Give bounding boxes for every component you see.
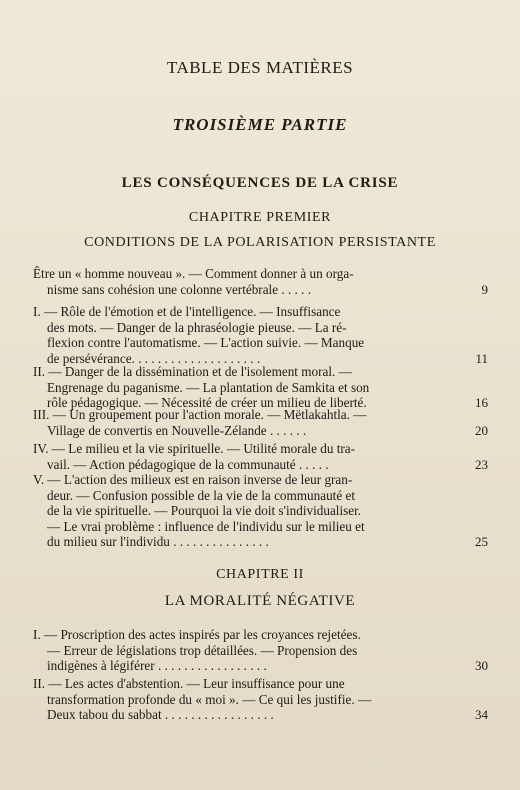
entry-line: I. — Rôle de l'émotion et de l'intelligence. — Insuffisance — [33, 304, 341, 319]
entry-line: deur. — Confusion possible de la vie de la communauté et — [47, 487, 356, 503]
toc-entry — [33, 364, 488, 411]
toc-entry — [33, 266, 488, 297]
page-number: 30 — [475, 658, 488, 673]
entry-line: rôle pédagogique. — Nécessité de créer un milieu de liberté. — [47, 395, 367, 410]
entry-line: nisme sans cohésion une colonne vertébrale . . . . . — [47, 281, 312, 297]
toc-entry — [33, 407, 488, 438]
entry-line: indigènes à légiférer . . . . . . . . . . . . . . . . . — [47, 658, 267, 673]
entry-line: V. — L'action des milieux est en raison inverse de leur gran- — [33, 472, 353, 487]
toc-entry — [33, 441, 488, 472]
entry-line: I. — Proscription des actes inspirés par les croyances rejetées. — [33, 627, 361, 642]
chapter-1-title: CONDITIONS DE LA POLARISATION PERSISTANTE — [84, 235, 436, 250]
part-title: TROISIÈME PARTIE — [172, 115, 348, 134]
entry-line: du milieu sur l'individu . . . . . . . . . . . . . . . — [47, 534, 269, 549]
entry-line: de persévérance. . . . . . . . . . . . . . . . . . . . — [47, 350, 261, 366]
page-number: 23 — [475, 456, 488, 472]
page-number: 9 — [481, 281, 488, 297]
page-number: 11 — [475, 350, 488, 366]
chapter-2-title: LA MORALITÉ NÉGATIVE — [164, 593, 356, 609]
entry-line: des mots. — Danger de la phraséologie pieuse. — La ré- — [47, 319, 347, 335]
entry-line: IV. — Le milieu et la vie spirituelle. — Utilité morale du tra- — [33, 441, 356, 456]
entry-line: flexion contre l'automatisme. — L'action suivie. — Manque — [47, 335, 365, 350]
running-header: TABLE DES MATIÈRES — [166, 58, 354, 77]
chapter-2-label: CHAPITRE II — [216, 567, 304, 582]
toc-entry — [33, 627, 488, 674]
entry-line: transformation profonde du « moi ». — Ce qui les justifie. — — [47, 691, 372, 707]
chapter-1-label: CHAPITRE PREMIER — [188, 210, 332, 225]
toc-entry — [33, 676, 488, 723]
entry-line: — Le vrai problème : influence de l'individu sur le milieu et — [47, 518, 365, 534]
toc-entry — [33, 304, 488, 366]
entry-line: de la vie spirituelle. — Pourquoi la vie doit s'individualiser. — [47, 503, 362, 518]
entry-line: — Erreur de législations trop détaillées. — Propension des — [47, 642, 358, 658]
page-number: 34 — [475, 707, 488, 722]
entry-line: II. — Les actes d'abstention. — Leur insuffisance pour une — [33, 676, 345, 691]
entry-line: Deux tabou du sabbat . . . . . . . . . . . . . . . . . — [47, 707, 274, 722]
entry-line: II. — Danger de la dissémination et de l'isolement moral. — — [33, 364, 352, 379]
toc-entry — [33, 472, 488, 550]
page-number: 25 — [475, 534, 488, 549]
section-title: LES CONSÉQUENCES DE LA CRISE — [121, 175, 399, 191]
entry-line: III. — Un groupement pour l'action morale. — Mëtlakahtla. — — [33, 407, 367, 422]
page-number: 16 — [475, 395, 488, 410]
entry-line: Village de convertis en Nouvelle-Zélande . . . . . . — [47, 422, 307, 438]
page-number: 20 — [475, 422, 488, 438]
entry-line: Engrenage du paganisme. — La plantation de Samkita et son — [47, 379, 370, 395]
entry-line: vail. — Action pédagogique de la communauté . . . . . — [47, 456, 329, 472]
entry-line: Être un « homme nouveau ». — Comment donner à un orga- — [33, 266, 354, 281]
